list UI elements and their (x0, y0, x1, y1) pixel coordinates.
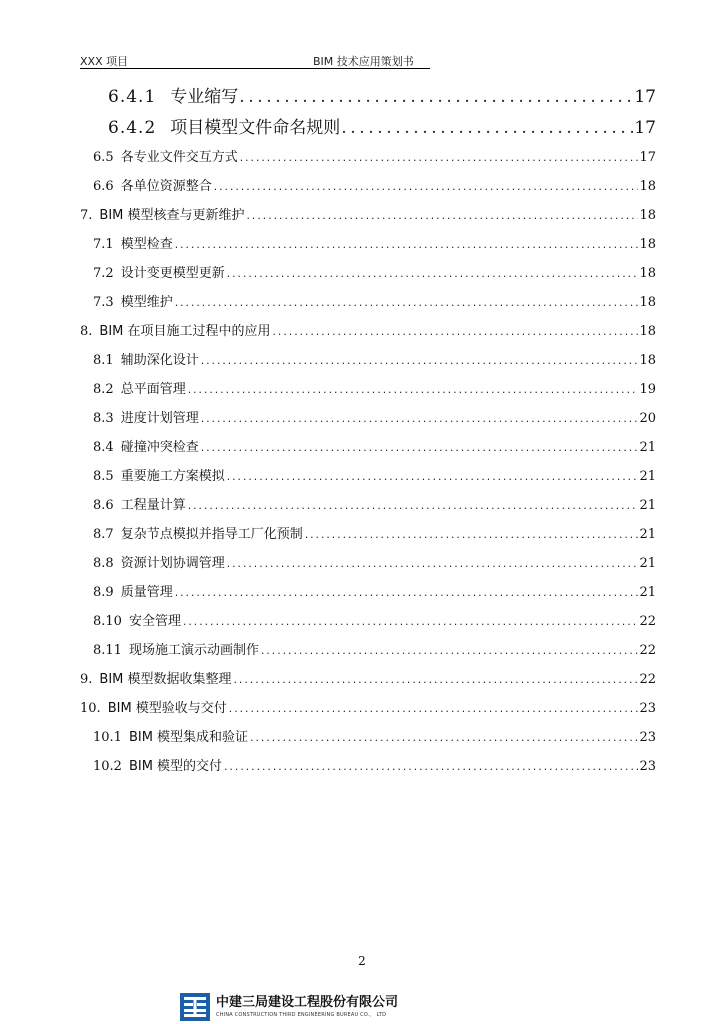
toc-leader-dots (200, 444, 639, 454)
toc-entry-number: 8.10 (93, 614, 122, 629)
toc-entry-page: 22 (639, 614, 656, 629)
toc-entry-page: 18 (639, 237, 656, 252)
toc-entry-page: 21 (639, 440, 656, 455)
toc-entry-number: 6.4.1 (108, 87, 157, 107)
toc-leader-dots (174, 241, 639, 251)
toc-entry-page: 23 (639, 730, 656, 745)
toc-entry-number: 6.6 (93, 179, 114, 194)
toc-leader-dots (187, 502, 639, 512)
toc-entry-number: 8. (80, 324, 93, 339)
toc-entry[interactable] (93, 552, 656, 571)
toc-entry-number: 7.2 (93, 266, 114, 281)
header-document-title: BIM 技术应用策划书 (313, 55, 414, 68)
toc-entry-page: 17 (634, 87, 656, 107)
toc-entry-page: 23 (639, 759, 656, 774)
toc-entry[interactable] (80, 697, 656, 716)
toc-entry-title: 工程量计算 (120, 498, 186, 513)
toc-entry[interactable] (93, 262, 656, 281)
toc-entry-title: 各单位资源整合 (120, 179, 212, 194)
toc-entry[interactable] (93, 465, 656, 484)
toc-entry-title: 复杂节点模拟并指导工厂化预制 (120, 527, 303, 542)
toc-entry[interactable] (108, 113, 656, 138)
toc-entry[interactable] (93, 436, 656, 455)
toc-entry-number: 8.7 (93, 527, 114, 542)
toc-entry-number: 7.3 (93, 295, 114, 310)
toc-entry[interactable] (93, 581, 656, 600)
toc-entry-title: 模型检查 (120, 237, 173, 252)
toc-entry-page: 18 (639, 295, 656, 310)
toc-entry-title: BIM 模型集成和验证 (128, 730, 249, 745)
toc-entry-page: 18 (639, 324, 656, 339)
toc-entry-title: 专业缩写 (170, 87, 239, 107)
toc-entry-title: BIM 模型数据收集整理 (99, 672, 232, 687)
toc-entry[interactable] (93, 349, 656, 368)
toc-leader-dots (226, 473, 639, 483)
toc-entry-number: 6.5 (93, 150, 114, 165)
toc-entry-title: 碰撞冲突检查 (120, 440, 199, 455)
toc-leader-dots (272, 328, 639, 338)
toc-leader-dots (249, 734, 638, 744)
toc-leader-dots (233, 676, 639, 686)
page-header (80, 52, 430, 69)
toc-entry-title: 现场施工演示动画制作 (128, 643, 259, 658)
toc-leader-dots (239, 154, 639, 164)
toc-leader-dots (174, 589, 639, 599)
toc-entry-title: 质量管理 (120, 585, 173, 600)
toc-entry-page: 22 (639, 643, 656, 658)
toc-entry-number: 6.4.2 (108, 118, 157, 138)
toc-entry-page: 17 (634, 118, 656, 138)
toc-entry-number: 8.9 (93, 585, 114, 600)
toc-entry[interactable] (108, 82, 656, 107)
toc-leader-dots (200, 357, 639, 367)
toc-entry[interactable] (93, 726, 656, 745)
page-number: 2 (358, 954, 366, 968)
toc-entry-title: 进度计划管理 (120, 411, 199, 426)
toc-entry-page: 21 (639, 498, 656, 513)
toc-entry[interactable] (93, 639, 656, 658)
toc-leader-dots (187, 386, 639, 396)
toc-entry-number: 10. (80, 701, 101, 716)
toc-leader-dots (226, 270, 639, 280)
toc-entry-title: BIM 模型的交付 (128, 759, 223, 774)
toc-entry-page: 21 (639, 469, 656, 484)
toc-entry-number: 7. (80, 208, 93, 223)
toc-entry[interactable] (93, 233, 656, 252)
toc-leader-dots (304, 531, 639, 541)
toc-entry[interactable] (93, 407, 656, 426)
toc-entry[interactable] (93, 523, 656, 542)
toc-entry-number: 8.3 (93, 411, 114, 426)
toc-entry[interactable] (80, 668, 656, 687)
toc-entry-number: 8.1 (93, 353, 114, 368)
toc-entry-title: 各专业文件交互方式 (120, 150, 238, 165)
toc-entry-title: 项目模型文件命名规则 (170, 118, 341, 138)
toc-entry[interactable] (93, 494, 656, 513)
company-logo-icon (180, 993, 210, 1021)
toc-leader-dots (260, 647, 638, 657)
toc-leader-dots (239, 87, 633, 107)
toc-entry-page: 18 (639, 353, 656, 368)
toc-entry-title: 辅助深化设计 (120, 353, 199, 368)
toc-entry-number: 8.5 (93, 469, 114, 484)
toc-entry-number: 10.1 (93, 730, 122, 745)
toc-entry-number: 8.6 (93, 498, 114, 513)
toc-leader-dots (174, 299, 639, 309)
toc-entry-title: BIM 在项目施工过程中的应用 (99, 324, 271, 339)
toc-entry-number: 8.11 (93, 643, 122, 658)
toc-entry-number: 8.4 (93, 440, 114, 455)
toc-entry-page: 21 (639, 556, 656, 571)
toc-leader-dots (228, 705, 639, 715)
toc-entry-number: 8.2 (93, 382, 114, 397)
toc-entry[interactable] (93, 378, 656, 397)
toc-entry-page: 18 (639, 208, 656, 223)
toc-entry-title: 总平面管理 (120, 382, 186, 397)
toc-entry-page: 19 (639, 382, 656, 397)
toc-entry[interactable] (80, 204, 656, 223)
toc-leader-dots (341, 118, 633, 138)
toc-entry-number: 10.2 (93, 759, 122, 774)
toc-entry[interactable] (80, 320, 656, 339)
toc-leader-dots (223, 763, 638, 773)
toc-entry-title: BIM 模型核查与更新维护 (99, 208, 245, 223)
toc-entry-page: 20 (639, 411, 656, 426)
toc-entry-page: 18 (639, 179, 656, 194)
toc-entry-title: 设计变更模型更新 (120, 266, 225, 281)
toc-entry-title: 模型维护 (120, 295, 173, 310)
toc-entry-page: 17 (639, 150, 656, 165)
toc-entry-title: 安全管理 (128, 614, 181, 629)
toc-entry-page: 23 (639, 701, 656, 716)
header-project-name: XXX 项目 (80, 55, 129, 68)
toc-entry-number: 8.8 (93, 556, 114, 571)
toc-entry[interactable] (93, 291, 656, 310)
toc-entry-page: 18 (639, 266, 656, 281)
company-name-english: CHINA CONSTRUCTION THIRD ENGINEERING BUREAU CO.， LTD (216, 1012, 387, 1018)
toc-entry[interactable] (93, 175, 656, 194)
toc-entry[interactable] (93, 146, 656, 165)
toc-leader-dots (182, 618, 638, 628)
toc-entry-title: BIM 模型验收与交付 (107, 701, 227, 716)
toc-leader-dots (200, 415, 639, 425)
toc-entry-title: 重要施工方案模拟 (120, 469, 225, 484)
toc-entry-page: 21 (639, 585, 656, 600)
toc-entry-page: 21 (639, 527, 656, 542)
toc-entry[interactable] (93, 755, 656, 774)
toc-leader-dots (213, 183, 639, 193)
toc-leader-dots (226, 560, 639, 570)
company-name: 中建三局建设工程股份有限公司 (216, 995, 399, 1010)
toc-leader-dots (246, 212, 639, 222)
toc-entry-page: 22 (639, 672, 656, 687)
toc-entry-title: 资源计划协调管理 (120, 556, 225, 571)
toc-entry-number: 7.1 (93, 237, 114, 252)
toc-entry[interactable] (93, 610, 656, 629)
toc-entry-number: 9. (80, 672, 93, 687)
